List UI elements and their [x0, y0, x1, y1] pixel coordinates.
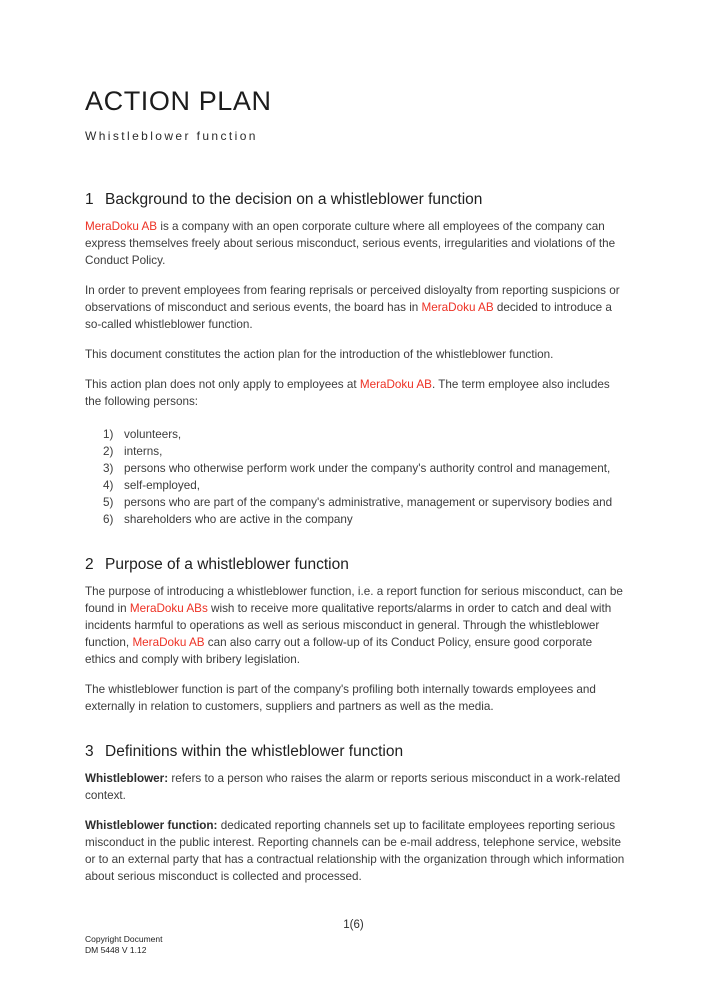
- company-name-text: MeraDoku AB: [132, 636, 205, 649]
- paragraph: [85, 770, 625, 804]
- section-number: 1: [85, 191, 94, 208]
- section-heading: [85, 741, 625, 763]
- document-subtitle: Whistleblower function: [85, 129, 258, 143]
- text-run: decided to introduce a so-called whistleblower function.: [85, 301, 616, 331]
- paragraph: [85, 218, 625, 269]
- text-run: dedicated reporting channels set up to facilitate employees reporting serious misconduct in the public interest. Reporting channels can be e-mail address, telephone service, website or to an external party that has a contractual relationship with the organization through which information about serious misconduct is collected and processed.: [85, 819, 628, 883]
- section-heading-text: Purpose of a whistleblower function: [105, 556, 349, 573]
- text-run: wish to receive more qualitative reports/alarms in order to catch and deal with incidents harmful to operations as well as serious misconduct in general. Through the whistleblower function,: [85, 602, 615, 649]
- section-heading: [85, 189, 625, 211]
- paragraph: [85, 346, 625, 363]
- section-heading: [85, 554, 625, 576]
- list-item-number: 2): [103, 445, 114, 458]
- paragraph: [85, 376, 625, 410]
- section-3: [85, 741, 628, 885]
- document-content: [85, 0, 628, 898]
- footer: [85, 934, 162, 956]
- text-run: This document constitutes the action plan for the introduction of the whistleblower function.: [85, 348, 554, 361]
- company-name-text: MeraDoku AB: [85, 220, 158, 233]
- paragraph: [85, 583, 625, 668]
- section-heading-text: Definitions within the whistleblower function: [105, 743, 404, 760]
- paragraph: [85, 681, 625, 715]
- list-item: [85, 511, 625, 528]
- paragraph: [85, 282, 625, 333]
- company-name-text: MeraDoku AB: [359, 378, 432, 391]
- list-item: [85, 494, 625, 511]
- list-item-text: self-employed,: [124, 479, 201, 492]
- company-name-text: MeraDoku ABs: [129, 602, 208, 615]
- text-run: refers to a person who raises the alarm or reports serious misconduct in a work-related context.: [85, 772, 624, 802]
- text-run: . The term employee also includes the following persons:: [85, 378, 613, 408]
- footer-version-line: DM 5448 V 1.12: [85, 945, 147, 955]
- numbered-list: [85, 426, 625, 528]
- list-item: [85, 477, 625, 494]
- text-run: The whistleblower function is part of the company's profiling both internally towards employees and externally in relation to customers, suppliers and partners as well as the media.: [85, 683, 600, 713]
- term-label-text: Whistleblower:: [85, 772, 169, 785]
- list-item-text: interns,: [124, 445, 163, 458]
- paragraph: [85, 817, 628, 885]
- list-item-number: 3): [103, 462, 114, 475]
- page-number: 1(6): [343, 919, 364, 931]
- list-item-text: volunteers,: [124, 428, 182, 441]
- text-run: The purpose of introducing a whistleblower function, i.e. a report function for serious misconduct, can be found in: [85, 585, 627, 615]
- list-item-number: 6): [103, 513, 114, 526]
- text-run: can also carry out a follow-up of its Conduct Policy, ensure good corporate ethics and comply with bribery legislation.: [85, 636, 596, 666]
- list-item: [85, 443, 625, 460]
- section-heading-text: Background to the decision on a whistleblower function: [105, 191, 483, 208]
- company-name-text: MeraDoku AB: [421, 301, 494, 314]
- list-item-text: persons who are part of the company's administrative, management or supervisory bodies and: [124, 496, 613, 509]
- section-number: 2: [85, 556, 94, 573]
- term-label-text: Whistleblower function:: [85, 819, 218, 832]
- text-run: is a company with an open corporate culture where all employees of the company can express themselves freely about serious misconduct, serious events, irregularities and violations of the Conduct Policy.: [85, 220, 619, 267]
- list-item-number: 4): [103, 479, 114, 492]
- list-item-number: 1): [103, 428, 114, 441]
- text-run: In order to prevent employees from fearing reprisals or perceived disloyalty from reporting suspicions or observations of misconduct and serious events, the board has in: [85, 284, 623, 314]
- page-title: ACTION PLAN: [85, 86, 272, 116]
- section-2: [85, 554, 625, 715]
- section-1: [85, 189, 625, 528]
- document-body: [85, 189, 628, 885]
- list-item-text: persons who otherwise perform work under the company's authority control and management,: [124, 462, 611, 475]
- list-item-text: shareholders who are active in the company: [124, 513, 353, 526]
- text-run: This action plan does not only apply to employees at: [85, 378, 360, 391]
- list-item: [85, 426, 625, 443]
- section-number: 3: [85, 743, 94, 760]
- footer-copyright-line: Copyright Document: [85, 934, 163, 944]
- list-item-number: 5): [103, 496, 114, 509]
- list-item: [85, 460, 625, 477]
